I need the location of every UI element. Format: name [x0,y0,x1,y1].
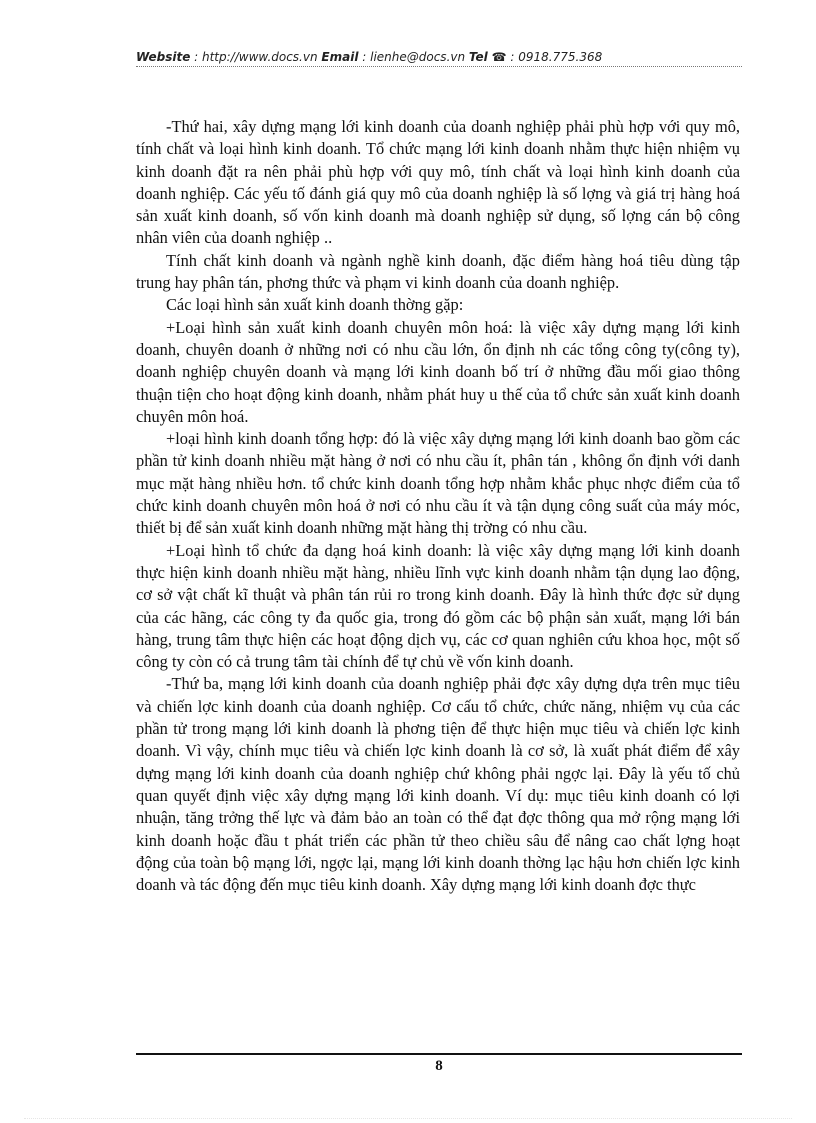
phone-icon: ☎ [491,50,507,64]
paragraph: -Thứ ba, mạng lới kinh doanh của doanh nghiệp phải đợc xây dựng dựa trên mục tiêu và chiến lợc kinh doanh của doanh nghiệp. Cơ cấu tổ chức, chức năng, nhiệm vụ của các phần tử trong mạng lới kinh doanh là phơng tiện để thực hiện mục tiêu và chiến lợc kinh doanh. Vì vậy, chính mục tiêu và chiến lợc kinh doanh là cơ sở, là xuất phát điểm để xây dựng mạng lới kinh doanh của doanh nghiệp chứ không phải ngợc lại. Đây là yếu tố chủ quan quyết định việc xây dựng mạng lới kinh doanh. Ví dụ: mục tiêu kinh doanh có lợi nhuận, tăng trởng thế lực và đảm bảo an toàn có thể đạt đợc thông qua mở rộng mạng lới kinh doanh hoặc đầu t phát triển các phần tử theo chiều sâu để nâng cao chất lợng hoạt động của toàn bộ mạng lới, ngợc lại, mạng lới kinh doanh thờng lạc hậu hơn chiến lợc kinh doanh và tác động đến mục tiêu kinh doanh. Xây dựng mạng lới kinh doanh đợc thực [136,674,740,895]
paragraph: +Loại hình tổ chức đa dạng hoá kinh doanh: là việc xây dựng mạng lới kinh doanh thực hiện kinh doanh nhiều mặt hàng, nhiều lĩnh vực kinh doanh nhằm tận dụng lao động, cơ sở vật chất kĩ thuật và phân tán rủi ro trong kinh doanh. Đây là hình thức đợc sử dụng của các hãng, các công ty đa quốc gia, trong đó gồm các bộ phận sản xuất, mạng lới bán hàng, trung tâm thực hiện các hoạt động dịch vụ, các cơ quan nghiên cứu khoa học, một số công ty còn có cả trung tâm tài chính để tự chủ về vốn kinh doanh. [136,540,740,672]
paragraph: -Thứ hai, xây dựng mạng lới kinh doanh của doanh nghiệp phải phù hợp với quy mô, tính chất và loại hình kinh doanh. Tổ chức mạng lới kinh doanh nhằm thực hiện nhiệm vụ kinh doanh đặt ra nên phải phù hợp với quy mô, tính chất và loại hình kinh doanh của doanh nghiệp. Các yếu tố đánh giá quy mô của doanh nghiệp là số lợng và giá trị hàng hoá sản xuất kinh doanh, số vốn kinh doanh mà doanh nghiệp sử dụng, số lợng cán bộ công nhân viên của doanh nghiệp .. [136,117,740,248]
paragraph: +Loại hình sản xuất kinh doanh chuyên môn hoá: là việc xây dựng mạng lới kinh doanh, chuyên doanh ở những nơi có nhu cầu lớn, ổn định nh các tổng công ty(công ty), doanh nghiệp chuyên doanh và mạng lới kinh doanh bố trí ở những đầu mối giao thông thuận tiện cho hoạt động kinh doanh, nhằm phát huy u thế của tổ chức sản xuất kinh doanh chuyên môn hoá. [136,317,740,426]
document-body [136,116,740,896]
tel-value: : 0918.775.368 [506,50,603,64]
paragraph: +loại hình kinh doanh tổng hợp: đó là việc xây dựng mạng lới kinh doanh bao gồm các phần tử kinh doanh nhiều mặt hàng ở nơi có nhu cầu ít, phân tán , không ổn định với danh mục mặt hàng nhiều hơn. tổ chức kinh doanh tổng hợp nhằm khắc phục nhợc điểm của tổ chức kinh doanh chuyên môn hoá ở nơi có nhu cầu ít và tận dụng công suất của máy móc, thiết bị để sản xuất kinh doanh những mặt hàng thị trờng có nhu cầu. [136,429,740,538]
email-value: : lienhe@docs.vn [358,50,469,64]
tel-label: Tel [468,50,488,64]
page-header [136,47,742,67]
paragraph: Các loại hình sản xuất kinh doanh thờng gặp: [166,295,464,315]
website-label: Website [136,50,191,64]
footer-divider [136,1053,742,1055]
page-bottom-border [24,1118,792,1119]
header-divider [136,66,742,67]
website-value: : http://www.docs.vn [190,50,322,64]
paragraph: Tính chất kinh doanh và ngành nghề kinh doanh, đặc điểm hàng hoá tiêu dùng tập trung hay phân tán, phơng thức và phạm vi kinh doanh của doanh nghiệp. [136,250,740,293]
email-label: Email [321,50,359,64]
page-number: 8 [435,1058,443,1074]
